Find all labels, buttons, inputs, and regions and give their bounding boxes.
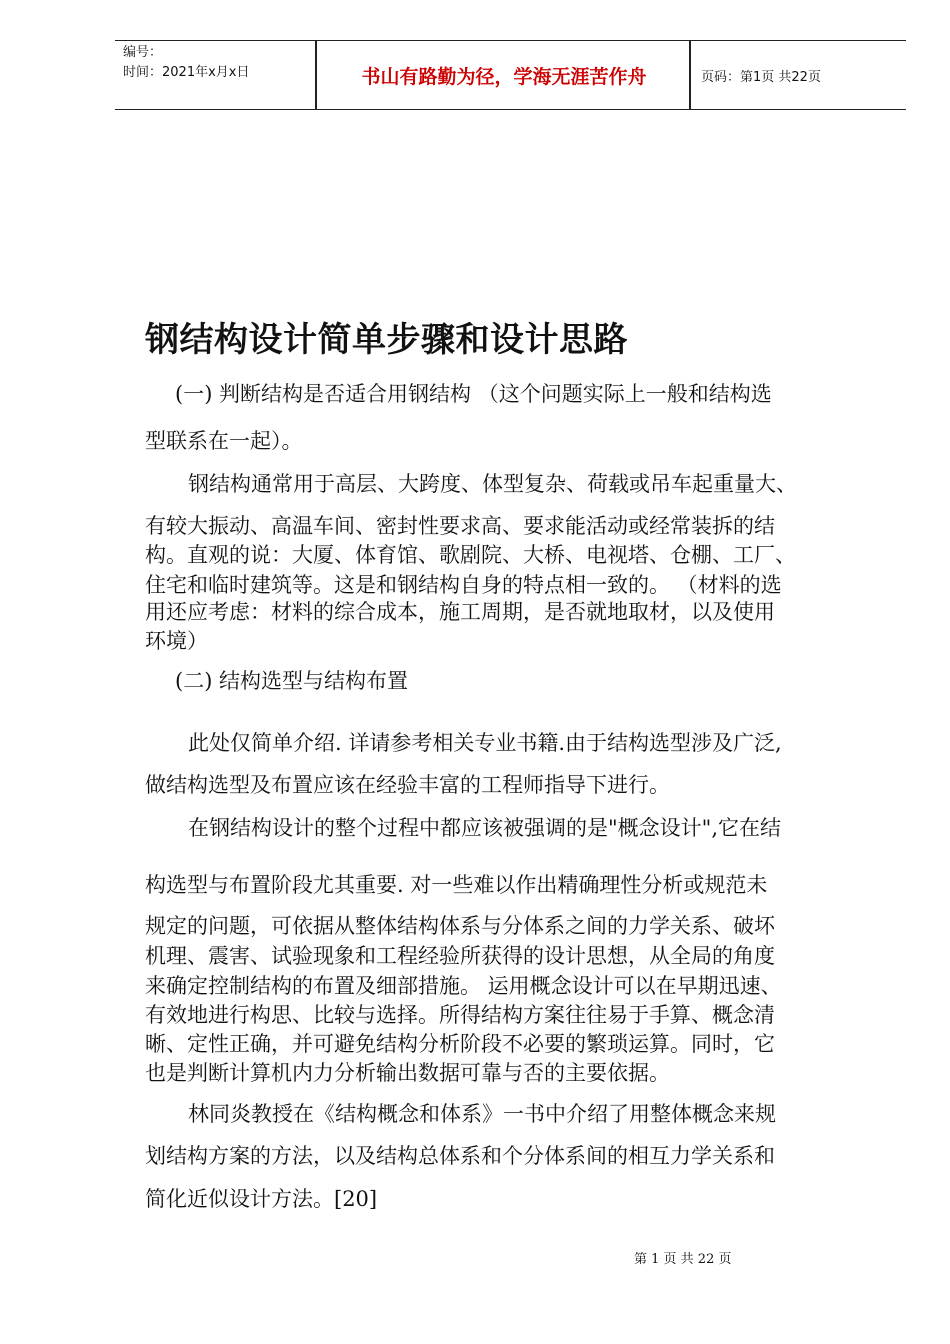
body-line: 有较大振动、高温车间、密封性要求高、要求能活动或经常装拆的结 xyxy=(145,514,775,538)
body-line: 林同炎教授在《结构概念和体系》一书中介绍了用整体概念来规 xyxy=(188,1102,776,1126)
body-line: 型联系在一起）。 xyxy=(145,429,303,453)
body-line: 也是判断计算机内力分析输出数据可靠与否的主要依据。 xyxy=(145,1061,670,1085)
body-line: 晰、定性正确，并可避免结构分析阶段不必要的繁琐运算。同时，它 xyxy=(145,1032,775,1056)
page-header xyxy=(115,40,906,110)
body-line: 此处仅简单介绍. 详请参考相关专业书籍.由于结构选型涉及广泛, xyxy=(188,731,782,755)
body-line: (一) 判断结构是否适合用钢结构 （这个问题实际上一般和结构选 xyxy=(175,382,772,406)
body-line: 在钢结构设计的整个过程中都应该被强调的是"概念设计",它在结 xyxy=(188,816,781,840)
body-line: 构。直观的说：大厦、体育馆、歌剧院、大桥、电视塔、仓棚、工厂、 xyxy=(145,543,796,567)
number-label: 编号： xyxy=(123,45,163,60)
page-info: 页码：第1页 共22页 xyxy=(701,69,821,85)
body-line: 机理、震害、试验现象和工程经验所获得的设计思想，从全局的角度 xyxy=(145,944,775,968)
document-title: 钢结构设计简单步骤和设计思路 xyxy=(145,320,628,360)
body-line: 规定的问题，可依据从整体结构体系与分体系之间的力学关系、破坏 xyxy=(145,914,775,938)
body-line: 构选型与布置阶段尤其重要. 对一些难以作出精确理性分析或规范未 xyxy=(145,873,768,897)
body-line: 划结构方案的方法，以及结构总体系和个分体系间的相互力学关系和 xyxy=(145,1144,775,1168)
body-line: 钢结构通常用于高层、大跨度、体型复杂、荷载或吊车起重量大、 xyxy=(188,472,797,496)
body-line: 有效地进行构思、比较与选择。所得结构方案往往易于手算、概念清 xyxy=(145,1003,775,1027)
header-motto: 书山有路勤为径，学海无涯苦作舟 xyxy=(361,65,647,88)
body-line: 做结构选型及布置应该在经验丰富的工程师指导下进行。 xyxy=(145,773,670,797)
body-line: 来确定控制结构的布置及细部措施。 运用概念设计可以在早期迅速、 xyxy=(145,974,782,998)
header-divider xyxy=(689,41,691,109)
header-meta xyxy=(123,43,249,83)
body-line: 简化近似设计方法。[20] xyxy=(145,1187,378,1211)
section-heading: (二) 结构选型与结构布置 xyxy=(175,669,409,693)
body-line: 用还应考虑：材料的综合成本，施工周期，是否就地取材，以及使用 xyxy=(145,600,775,624)
time-label: 时间：2021年x月x日 xyxy=(123,65,250,80)
body-line: 住宅和临时建筑等。这是和钢结构自身的特点相一致的。 （材料的选 xyxy=(145,573,782,597)
body-line: 环境） xyxy=(145,629,208,653)
page-footer: 第 1 页 共 22 页 xyxy=(634,1252,732,1267)
